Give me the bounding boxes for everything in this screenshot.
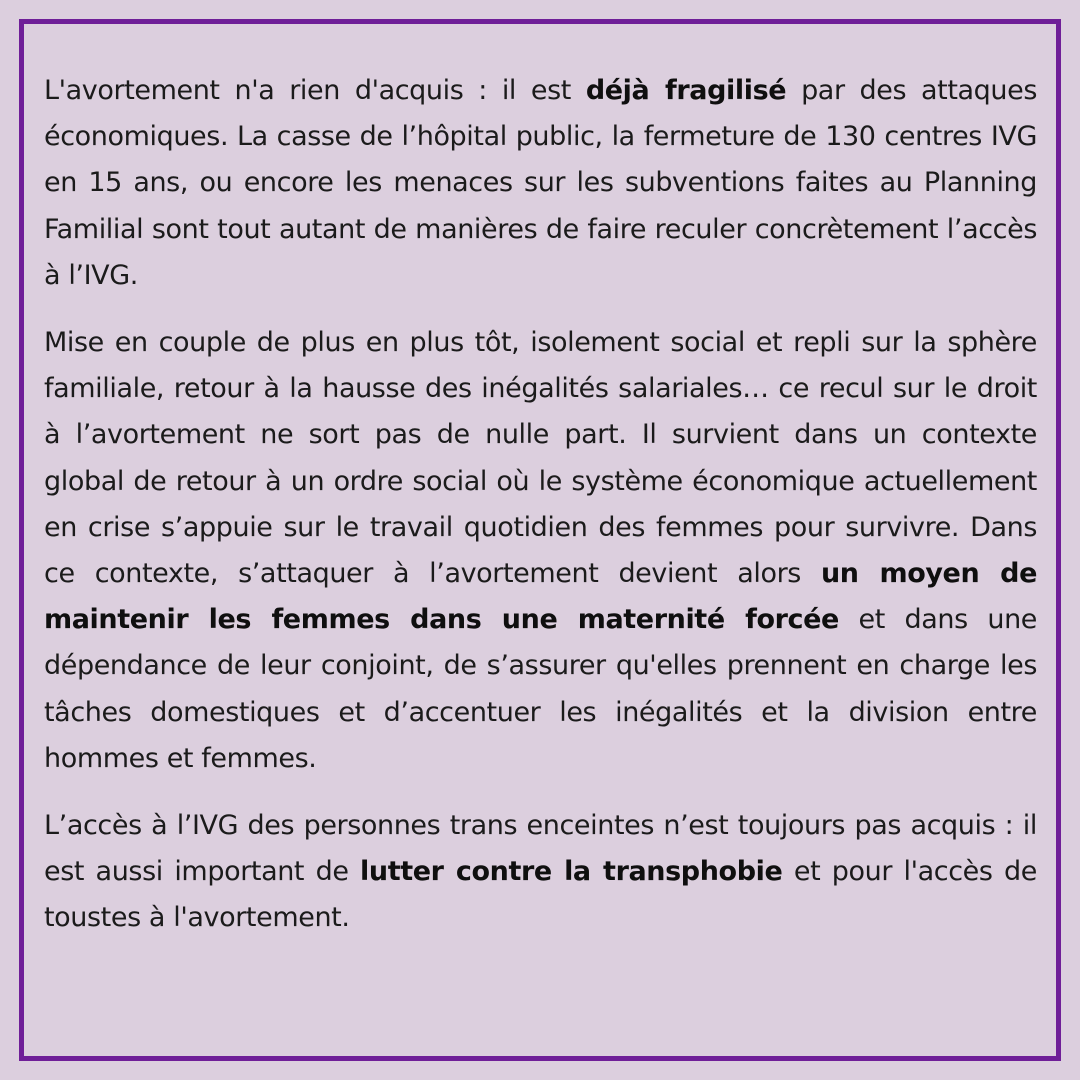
paragraph-1-text-end: par des attaques économiques. La casse de l’hôpital public, la fermeture de 130 centres IVG en 15 ans, ou encore les menaces sur les subventions faites au Planning Familial sont tout autant de manières de faire reculer concrètement l’accès à l’IVG. bbox=[44, 75, 1037, 291]
paragraph-2-bold: un moyen de maintenir les femmes dans une maternité forcée bbox=[44, 558, 1037, 636]
paragraph-1-text: L'avortement n'a rien d'acquis : il est bbox=[44, 75, 586, 106]
paragraph-2-text: Mise en couple de plus en plus tôt, isolement social et repli sur la sphère familiale, retour à la hausse des inégalités salariales… ce recul sur le droit à l’avortement ne sort pas de nulle part. Il survient dans un contexte global de retour à un ordre social où le système économique actuellement en crise s’appuie sur le travail quotidien des femmes pour survivre. Dans ce contexte, s’attaquer à l’avortement devient alors bbox=[44, 327, 1037, 590]
paragraph-3 bbox=[44, 803, 1037, 942]
paragraph-3-bold: lutter contre la transphobie bbox=[360, 856, 783, 888]
paragraph-1-bold: déjà fragilisé bbox=[585, 75, 787, 106]
paragraph-2-text-end: et dans une dépendance de leur conjoint, de s’assurer qu'elles prennent en charge les tâches domestiques et d’accentuer les inégalités et la division entre hommes et femmes. bbox=[44, 604, 1037, 774]
text-body bbox=[44, 68, 1037, 942]
paragraph-1 bbox=[44, 68, 1037, 299]
paragraph-3-text: L’accès à l’IVG des personnes trans enceintes n’est toujours pas acquis : il est aussi important de bbox=[44, 810, 1037, 888]
paragraph-2 bbox=[44, 320, 1037, 782]
paragraph-3-text-end: et pour l'accès de toustes à l'avortement. bbox=[44, 856, 1037, 934]
